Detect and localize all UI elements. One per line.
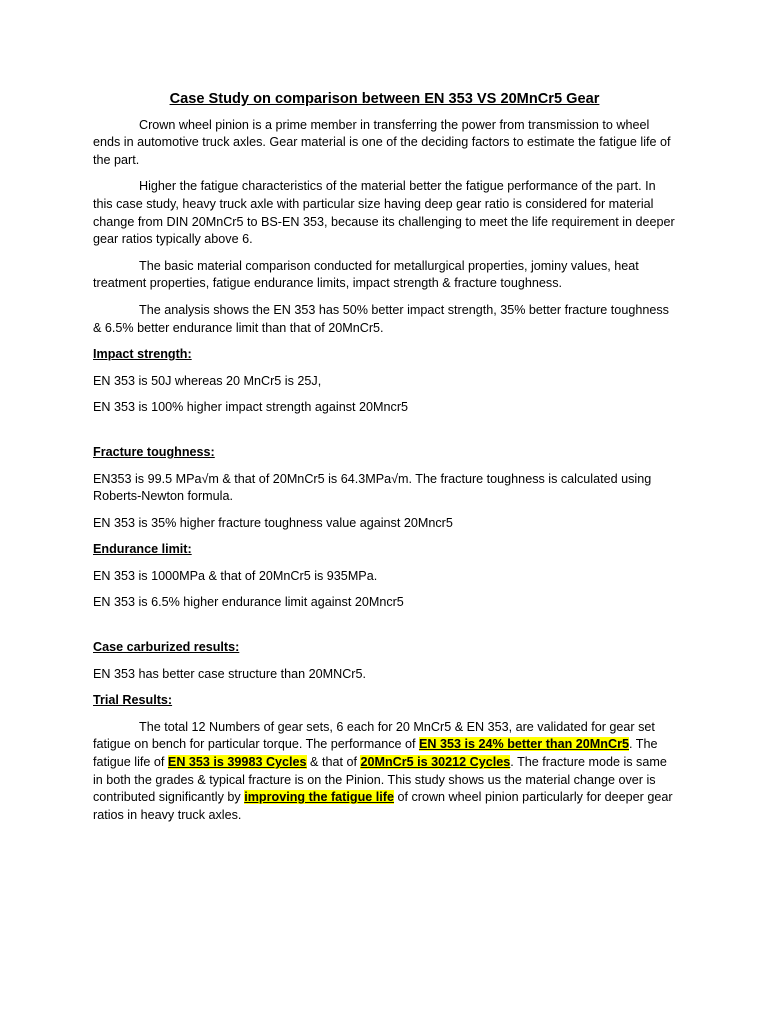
trial-results-paragraph <box>93 719 676 825</box>
comparison-paragraph: The basic material comparison conducted for metallurgical properties, jominy values, heat treatment properties, fatigue endurance limits, impact strength & fracture toughness. <box>93 258 639 291</box>
impact-strength-line-1: EN 353 is 50J whereas 20 MnCr5 is 25J, <box>93 373 322 388</box>
trial-text-4: . The fracture mode is same in both the grades & typical fracture is on the Pinion. This study shows us the material change over is contributed significantly by <box>93 755 667 805</box>
highlight-en353-cycles: EN 353 is 39983 Cycles <box>167 755 307 770</box>
trial-results-heading: Trial Results: <box>93 693 173 708</box>
trial-text-3: & that of <box>306 755 361 770</box>
spacer <box>93 621 676 639</box>
fracture-toughness-line-2: EN 353 is 35% higher fracture toughness value against 20Mncr5 <box>93 515 453 530</box>
endurance-limit-line-2: EN 353 is 6.5% higher endurance limit against 20Mncr5 <box>93 595 404 610</box>
spacer <box>93 426 676 444</box>
impact-strength-heading: Impact strength: <box>93 347 192 362</box>
intro-paragraph: Crown wheel pinion is a prime member in transferring the power from transmission to wheel ends in automotive truck axles. Gear material is one of the deciding factors to estimate the fatigue life of the part. <box>93 117 671 167</box>
fatigue-paragraph: Higher the fatigue characteristics of the material better the fatigue performance of the part. In this case study, heavy truck axle with particular size having deep gear ratio is considered for material change from DIN 20MnCr5 to BS-EN 353, because its challenging to meet the life requirement in deeper gear ratios typically above 6. <box>93 179 675 247</box>
trial-text-5: of crown wheel pinion particularly for deeper gear ratios in heavy truck axles. <box>93 790 673 822</box>
highlight-20mncr5-cycles: 20MnCr5 is 30212 Cycles <box>360 755 511 770</box>
endurance-limit-heading: Endurance limit: <box>93 542 192 557</box>
analysis-paragraph: The analysis shows the EN 353 has 50% better impact strength, 35% better fracture toughness & 6.5% better endurance limit than that of 20MnCr5. <box>93 302 669 335</box>
impact-strength-line-2: EN 353 is 100% higher impact strength against 20Mncr5 <box>93 400 409 415</box>
fracture-toughness-line-1: EN353 is 99.5 MPa√m & that of 20MnCr5 is 64.3MPa√m. The fracture toughness is calculated using Roberts-Newton formula. <box>93 471 652 504</box>
trial-text-2: . The fatigue life of <box>93 737 658 770</box>
highlight-performance: EN 353 is 24% better than 20MnCr5 <box>419 737 629 752</box>
document-title: Case Study on comparison between EN 353 VS 20MnCr5 Gear <box>169 91 600 107</box>
trial-text-1: The total 12 Numbers of gear sets, 6 each for 20 MnCr5 & EN 353, are validated for gear set fatigue on bench for particular torque. The performance of <box>93 719 655 752</box>
highlight-fatigue-life: improving the fatigue life <box>244 790 394 805</box>
case-carburized-line-1: EN 353 has better case structure than 20MNCr5. <box>93 666 366 681</box>
case-carburized-heading: Case carburized results: <box>93 640 240 655</box>
endurance-limit-line-1: EN 353 is 1000MPa & that of 20MnCr5 is 935MPa. <box>93 568 378 583</box>
fracture-toughness-heading: Fracture toughness: <box>93 444 215 459</box>
